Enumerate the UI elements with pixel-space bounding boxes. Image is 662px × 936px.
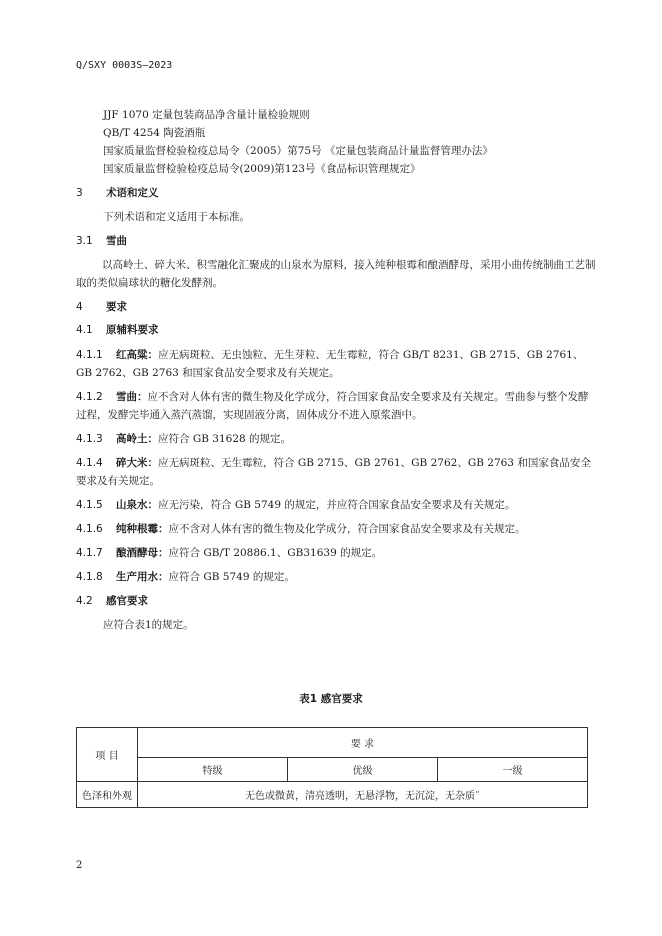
section-number: 3.1 [76, 235, 93, 247]
section-title: 术语和定义 [106, 187, 159, 199]
section-title: 要求 [106, 301, 127, 313]
clause-4-1-2 [76, 388, 596, 424]
section-4-2-heading [76, 593, 148, 608]
section-number: 4.1 [76, 324, 93, 336]
clause-text: 应无污染，符合 GB 5749 的规定，并应符合国家食品安全要求及有关规定。 [158, 499, 516, 511]
section-title: 感官要求 [106, 595, 148, 607]
grade-premium: 特级 [138, 758, 288, 782]
clause-text: 应符合 GB 5749 的规定。 [168, 571, 295, 583]
clause-4-1-6 [76, 520, 596, 538]
section-4-heading [76, 299, 127, 314]
grade-superior: 优级 [287, 758, 437, 782]
clause-number: 4.1.6 [76, 523, 103, 535]
clause-number: 4.1.1 [76, 349, 103, 361]
section-4-2-body: 应符合表1的规定。 [103, 619, 194, 631]
section-title: 原辅料要求 [106, 324, 159, 336]
clause-text: 应符合 GB/T 20886.1、GB31639 的规定。 [168, 547, 383, 559]
clause-4-1-7 [76, 544, 596, 562]
clause-4-1-8 [76, 568, 596, 586]
clause-label: 高岭土： [116, 433, 158, 445]
clause-text: 应不含对人体有害的微生物及化学成分，符合国家食品安全要求及有关规定。 [168, 523, 526, 535]
clause-text: 应符合 GB 31628 的规定。 [158, 433, 292, 445]
section-3-1-heading [76, 233, 127, 248]
clause-number: 4.1.7 [76, 547, 103, 559]
clause-4-1-1 [76, 346, 596, 382]
item-header: 项 目 [77, 728, 138, 782]
clause-text: 应不含对人体有害的微生物及化学成分，符合国家食品安全要求及有关规定。雪曲参与整个发酵过程，发酵完毕通入蒸汽蒸馏，实现固液分离，固体成分不进入原浆酒中。 [76, 391, 589, 421]
document-code: Q/SXY 0003S—2023 [76, 60, 173, 71]
clause-label: 雪曲： [116, 391, 148, 403]
section-4-1-heading [76, 322, 159, 337]
section-title: 雪曲 [106, 235, 127, 247]
clause-number: 4.1.5 [76, 499, 103, 511]
section-number: 3 [76, 187, 83, 199]
clause-label: 酿酒酵母： [116, 547, 169, 559]
clause-number: 4.1.8 [76, 571, 103, 583]
clause-4-1-4 [76, 454, 596, 490]
reference-order-123: 国家质量监督检验检疫总局令(2009)第123号《食品标识管理规定》 [103, 163, 421, 175]
clause-label: 红高粱： [116, 349, 158, 361]
clause-text: 应无病斑粒、无虫蚀粒、无生芽粒、无生霉粒，符合 GB/T 8231、GB 2715、GB 2761、GB 2762、GB 2763 和国家食品安全要求及有关规定。 [76, 349, 584, 379]
clause-label: 生产用水： [116, 571, 169, 583]
table-row [77, 782, 588, 808]
section-3-intro: 下列术语和定义适用于本标准。 [103, 211, 250, 223]
clause-label: 纯种根霉： [116, 523, 169, 535]
clause-number: 4.1.4 [76, 457, 103, 469]
reference-qbt4254: QB/T 4254 陶瓷酒瓶 [103, 127, 206, 139]
reference-jjf1070: JJF 1070 定量包装商品净含量计量检验规则 [103, 109, 310, 121]
clause-4-1-5 [76, 496, 596, 514]
page-number: 2 [76, 860, 83, 871]
table-caption: 表1 感官要求 [299, 693, 363, 705]
section-number: 4.2 [76, 595, 93, 607]
row-value: 无色或微黄，清亮透明，无悬浮物，无沉淀，无杂质¨ [138, 782, 588, 808]
section-3-1-body: 以高岭土、碎大米、积雪融化汇聚成的山泉水为原料，接入纯种根霉和酿酒酵母，采用小曲传统制曲工艺制取的类似扁球状的糖化发酵剂。 [76, 259, 596, 289]
reference-order-75: 国家质量监督检验检疫总局令（2005）第75号 《定量包装商品计量监督管理办法》 [103, 145, 493, 157]
clause-label: 碎大米： [116, 457, 158, 469]
clause-4-1-3 [76, 430, 596, 448]
clause-label: 山泉水： [116, 499, 158, 511]
clause-number: 4.1.2 [76, 391, 103, 403]
clause-number: 4.1.3 [76, 433, 103, 445]
sensory-requirements-table [76, 727, 588, 808]
section-3-heading [76, 185, 159, 200]
grade-first: 一级 [437, 758, 587, 782]
row-item: 色泽和外观 [77, 782, 138, 808]
section-number: 4 [76, 301, 83, 313]
clause-text: 应无病斑粒、无生霉粒，符合 GB 2715、GB 2761、GB 2762、GB 2763 和国家食品安全要求及有关规定。 [76, 457, 591, 487]
requirement-header: 要 求 [138, 728, 588, 758]
